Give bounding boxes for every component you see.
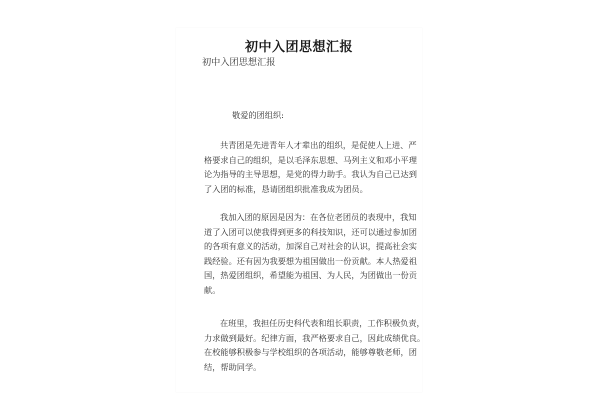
- paragraph-line: 践经验。还有因为我要想为祖国做出一份贡献。本人热爱祖: [204, 255, 417, 266]
- paragraph-line: 在校能够积极参与学校组织的各项活动，能够尊敬老师，团: [204, 347, 417, 357]
- paragraph-line: 了入团的标准，恳请团组织批准我成为团员。: [204, 183, 368, 194]
- paragraph-line: 我加入团的原因是因为：在各位老团员的表现中，我知: [220, 212, 417, 222]
- paragraph-3: [204, 316, 426, 374]
- paragraph-line: 的各项有意义的活动，加深自己对社会的认识，提高社会实: [204, 241, 417, 251]
- paragraph-line: 格要求自己的组织，是以毛泽东思想、马列主义和邓小平理: [204, 154, 417, 165]
- document-subtitle: 初中入团思想汇报: [202, 57, 276, 68]
- paragraph-line: 道了入团可以使我得到更多的科技知识，还可以通过参加团: [204, 226, 417, 237]
- paragraph-line: 力求做到最好。纪律方面，我严格要求自己，因此成绩优良。: [204, 332, 426, 343]
- paragraph-line: 献。: [204, 284, 221, 295]
- paragraph-line: 结，帮助同学。: [204, 361, 262, 372]
- document-title: 初中入团思想汇报: [244, 40, 353, 55]
- paragraph-line: 在班里，我担任历史科代表和组长职责，工作积极负责，: [220, 318, 425, 328]
- paragraph-line: 论为指导的主导思想，是党的得力助手。我认为自己已达到: [204, 169, 417, 179]
- document-sheet: [176, 28, 426, 392]
- paragraph-2: [204, 210, 417, 297]
- paragraph-1: [204, 138, 417, 196]
- paragraph-line: 国，热爱团组织，希望能为祖国、为人民，为团做出一份贡: [204, 270, 417, 280]
- paragraph-line: 共青团是先进青年人才辈出的组织，是促使人上进、严: [220, 140, 417, 150]
- greeting: 敬爱的团组织:: [232, 110, 284, 120]
